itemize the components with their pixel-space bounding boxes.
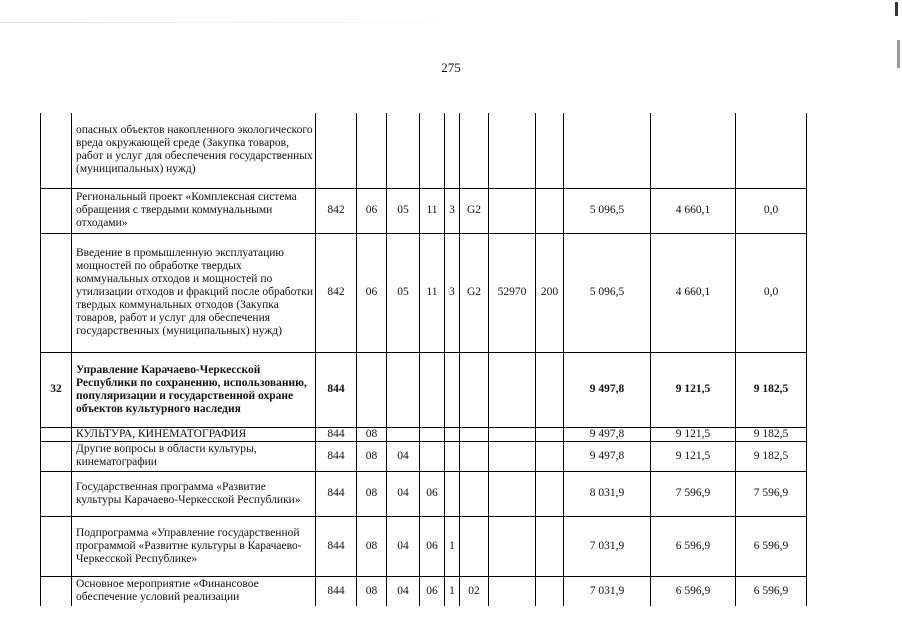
subprogram-code-cell [445, 352, 460, 427]
direction-code-cell [489, 427, 536, 441]
subsection-code-cell: 05 [387, 188, 420, 233]
table-row [41, 516, 807, 576]
amount-year1-cell: 8 031,9 [564, 471, 651, 516]
program-code-cell [420, 441, 445, 471]
budget-table [40, 113, 807, 606]
expense-type-cell [536, 427, 564, 441]
program-code-cell: 06 [420, 576, 445, 606]
table-row [41, 441, 807, 471]
amount-year2-cell: 9 121,5 [651, 427, 736, 441]
amount-year1-cell [564, 113, 651, 188]
row-number-cell [41, 233, 72, 352]
measure-code-cell [460, 441, 489, 471]
program-code-cell: 11 [420, 233, 445, 352]
expense-type-cell [536, 576, 564, 606]
expense-type-cell [536, 113, 564, 188]
amount-year3-cell: 6 596,9 [736, 516, 807, 576]
subprogram-code-cell [445, 113, 460, 188]
direction-code-cell [489, 516, 536, 576]
section-code-cell: 08 [357, 576, 387, 606]
scan-artifact-line [0, 22, 520, 23]
measure-code-cell [460, 516, 489, 576]
table-row [41, 233, 807, 352]
amount-year3-cell: 0,0 [736, 233, 807, 352]
table-row [41, 352, 807, 427]
amount-year2-cell: 4 660,1 [651, 188, 736, 233]
program-code-cell: 06 [420, 471, 445, 516]
row-number-cell [41, 471, 72, 516]
item-name-cell: Региональный проект «Комплексная система обращения с твердыми коммунальными отходами» [72, 188, 316, 233]
ministry-code-cell: 844 [316, 576, 357, 606]
ministry-code-cell: 842 [316, 233, 357, 352]
amount-year1-cell: 7 031,9 [564, 576, 651, 606]
expense-type-cell [536, 471, 564, 516]
amount-year3-cell: 9 182,5 [736, 427, 807, 441]
section-code-cell: 08 [357, 516, 387, 576]
subsection-code-cell: 04 [387, 576, 420, 606]
subprogram-code-cell [445, 427, 460, 441]
page-number: 275 [441, 60, 461, 75]
amount-year2-cell: 6 596,9 [651, 516, 736, 576]
direction-code-cell [489, 113, 536, 188]
measure-code-cell [460, 471, 489, 516]
amount-year3-cell: 9 182,5 [736, 441, 807, 471]
expense-type-cell [536, 441, 564, 471]
amount-year1-cell: 9 497,8 [564, 352, 651, 427]
program-code-cell: 06 [420, 516, 445, 576]
direction-code-cell: 52970 [489, 233, 536, 352]
item-name-cell: КУЛЬТУРА, КИНЕМАТОГРАФИЯ [72, 427, 316, 441]
item-name-cell: Управление Карачаево-Черкесской Республики по сохранению, использованию, популяризации и государственной охране объектов культурного наследия [72, 352, 316, 427]
direction-code-cell [489, 352, 536, 427]
table-row [41, 471, 807, 516]
subprogram-code-cell [445, 471, 460, 516]
direction-code-cell [489, 576, 536, 606]
amount-year2-cell: 4 660,1 [651, 233, 736, 352]
subsection-code-cell: 04 [387, 441, 420, 471]
amount-year2-cell [651, 113, 736, 188]
ministry-code-cell: 844 [316, 352, 357, 427]
direction-code-cell [489, 188, 536, 233]
section-code-cell: 06 [357, 233, 387, 352]
subsection-code-cell [387, 113, 420, 188]
row-number-cell [41, 441, 72, 471]
subsection-code-cell: 04 [387, 471, 420, 516]
subprogram-code-cell: 3 [445, 188, 460, 233]
program-code-cell [420, 113, 445, 188]
ministry-code-cell: 844 [316, 441, 357, 471]
item-name-cell: Основное мероприятие «Финансовое обеспечение условий реализации [72, 576, 316, 606]
expense-type-cell [536, 516, 564, 576]
section-code-cell: 08 [357, 441, 387, 471]
measure-code-cell [460, 113, 489, 188]
item-name-cell: Подпрограмма «Управление государственной программой «Развитие культуры в Карачаево-Черкесской Республике» [72, 516, 316, 576]
amount-year2-cell: 6 596,9 [651, 576, 736, 606]
subprogram-code-cell: 1 [445, 576, 460, 606]
amount-year3-cell: 0,0 [736, 188, 807, 233]
amount-year3-cell: 6 596,9 [736, 576, 807, 606]
ministry-code-cell: 844 [316, 471, 357, 516]
measure-code-cell [460, 427, 489, 441]
item-name-cell: Другие вопросы в области культуры, кинематографии [72, 441, 316, 471]
subsection-code-cell: 05 [387, 233, 420, 352]
amount-year3-cell: 7 596,9 [736, 471, 807, 516]
table-row [41, 427, 807, 441]
measure-code-cell: G2 [460, 233, 489, 352]
subsection-code-cell [387, 352, 420, 427]
subprogram-code-cell [445, 441, 460, 471]
subprogram-code-cell: 1 [445, 516, 460, 576]
subprogram-code-cell: 3 [445, 233, 460, 352]
amount-year2-cell: 7 596,9 [651, 471, 736, 516]
subsection-code-cell [387, 427, 420, 441]
amount-year1-cell: 5 096,5 [564, 233, 651, 352]
amount-year1-cell: 9 497,8 [564, 441, 651, 471]
item-name-cell: Введение в промышленную эксплуатацию мощностей по обработке твердых коммунальных отходов и мощностей по утилизации отходов и фракций после обработки твердых коммунальных отходов (Закупка товаров, работ и услуг для обеспечения государственных (муниципальных) нужд) [72, 233, 316, 352]
row-number-cell: 32 [41, 352, 72, 427]
section-code-cell: 06 [357, 188, 387, 233]
amount-year1-cell: 9 497,8 [564, 427, 651, 441]
ministry-code-cell: 844 [316, 427, 357, 441]
item-name-cell: опасных объектов накопленного экологического вреда окружающей среде (Закупка товаров, работ и услуг для обеспечения государственных (муниципальных) нужд) [72, 113, 316, 188]
direction-code-cell [489, 471, 536, 516]
amount-year3-cell: 9 182,5 [736, 352, 807, 427]
ministry-code-cell: 842 [316, 188, 357, 233]
program-code-cell [420, 427, 445, 441]
measure-code-cell: G2 [460, 188, 489, 233]
table-row [41, 113, 807, 188]
row-number-cell [41, 427, 72, 441]
section-code-cell: 08 [357, 427, 387, 441]
amount-year2-cell: 9 121,5 [651, 441, 736, 471]
program-code-cell: 11 [420, 188, 445, 233]
ministry-code-cell [316, 113, 357, 188]
amount-year1-cell: 7 031,9 [564, 516, 651, 576]
scan-edge-mark [895, 2, 898, 16]
expense-type-cell [536, 352, 564, 427]
measure-code-cell [460, 352, 489, 427]
measure-code-cell: 02 [460, 576, 489, 606]
section-code-cell: 08 [357, 471, 387, 516]
section-code-cell [357, 352, 387, 427]
amount-year3-cell [736, 113, 807, 188]
table-row [41, 188, 807, 233]
row-number-cell [41, 516, 72, 576]
row-number-cell [41, 113, 72, 188]
row-number-cell [41, 576, 72, 606]
expense-type-cell [536, 188, 564, 233]
row-number-cell [41, 188, 72, 233]
direction-code-cell [489, 441, 536, 471]
section-code-cell [357, 113, 387, 188]
item-name-cell: Государственная программа «Развитие культуры Карачаево-Черкесской Республики» [72, 471, 316, 516]
table-row [41, 576, 807, 606]
program-code-cell [420, 352, 445, 427]
subsection-code-cell: 04 [387, 516, 420, 576]
amount-year2-cell: 9 121,5 [651, 352, 736, 427]
expense-type-cell: 200 [536, 233, 564, 352]
ministry-code-cell: 844 [316, 516, 357, 576]
amount-year1-cell: 5 096,5 [564, 188, 651, 233]
